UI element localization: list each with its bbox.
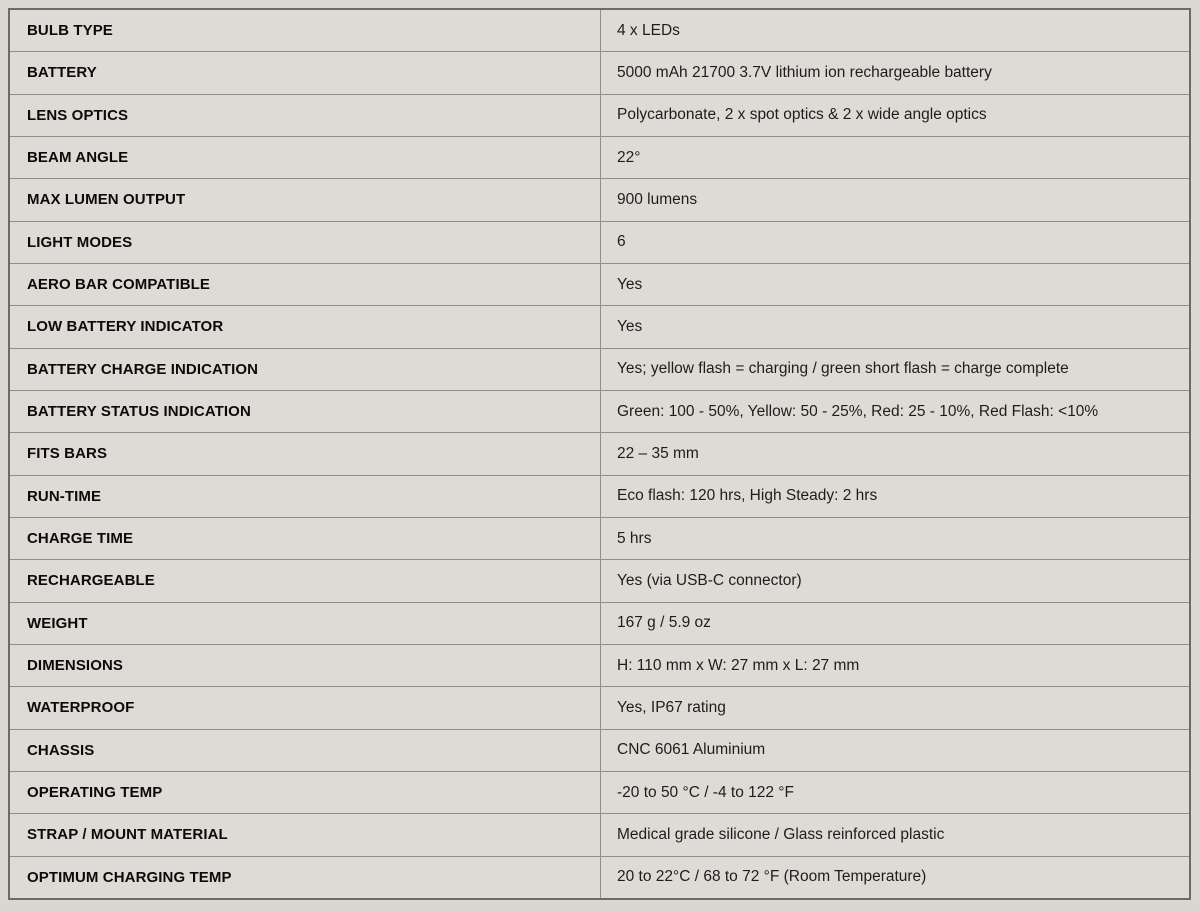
table-row bbox=[10, 644, 1189, 686]
spec-value-cell bbox=[600, 603, 1189, 644]
spec-value-cell bbox=[600, 730, 1189, 771]
spec-value: 20 to 22°C / 68 to 72 °F (Room Temperature) bbox=[617, 868, 927, 886]
spec-label: BATTERY bbox=[27, 64, 97, 82]
spec-label: BATTERY STATUS INDICATION bbox=[27, 403, 251, 421]
table-row bbox=[10, 771, 1189, 813]
spec-value: 6 bbox=[617, 233, 626, 251]
spec-value: Yes bbox=[617, 275, 643, 293]
spec-label-cell bbox=[10, 857, 600, 898]
spec-label: WATERPROOF bbox=[27, 699, 135, 717]
spec-value-cell bbox=[600, 52, 1189, 93]
table-row bbox=[10, 221, 1189, 263]
spec-label-cell bbox=[10, 52, 600, 93]
spec-value: Yes (via USB-C connector) bbox=[617, 571, 802, 589]
spec-value-cell bbox=[600, 95, 1189, 136]
spec-label-cell bbox=[10, 349, 600, 390]
spec-value-cell bbox=[600, 560, 1189, 601]
spec-label-cell bbox=[10, 222, 600, 263]
spec-label: DIMENSIONS bbox=[27, 657, 124, 675]
table-row bbox=[10, 686, 1189, 728]
spec-value-cell bbox=[600, 306, 1189, 347]
spec-label-cell bbox=[10, 264, 600, 305]
spec-value: Yes, IP67 rating bbox=[617, 698, 726, 716]
spec-value-cell bbox=[600, 179, 1189, 220]
spec-label: LIGHT MODES bbox=[27, 233, 133, 251]
spec-value: 5000 mAh 21700 3.7V lithium ion rechargeable battery bbox=[617, 63, 992, 81]
spec-value: Polycarbonate, 2 x spot optics & 2 x wide angle optics bbox=[617, 106, 987, 124]
table-row bbox=[10, 94, 1189, 136]
spec-label: RUN-TIME bbox=[27, 487, 102, 505]
spec-label-cell bbox=[10, 518, 600, 559]
spec-value: 22° bbox=[617, 148, 641, 166]
spec-label: BULB TYPE bbox=[27, 22, 113, 40]
spec-label-cell bbox=[10, 772, 600, 813]
spec-value-cell bbox=[600, 645, 1189, 686]
spec-label: WEIGHT bbox=[27, 614, 88, 632]
spec-label-cell bbox=[10, 10, 600, 51]
table-row bbox=[10, 178, 1189, 220]
spec-label-cell bbox=[10, 179, 600, 220]
spec-label: STRAP / MOUNT MATERIAL bbox=[27, 826, 228, 844]
spec-value-cell bbox=[600, 772, 1189, 813]
spec-label-cell bbox=[10, 814, 600, 855]
spec-label-cell bbox=[10, 603, 600, 644]
spec-value-cell bbox=[600, 349, 1189, 390]
table-row bbox=[10, 348, 1189, 390]
spec-value: 167 g / 5.9 oz bbox=[617, 614, 711, 632]
spec-value: Yes bbox=[617, 317, 643, 335]
spec-value-cell bbox=[600, 518, 1189, 559]
spec-value: 5 hrs bbox=[617, 529, 652, 547]
spec-value-cell bbox=[600, 687, 1189, 728]
table-row bbox=[10, 475, 1189, 517]
spec-label-cell bbox=[10, 645, 600, 686]
table-row bbox=[10, 602, 1189, 644]
spec-value: -20 to 50 °C / -4 to 122 °F bbox=[617, 783, 794, 801]
table-row bbox=[10, 856, 1189, 898]
spec-table bbox=[8, 8, 1191, 900]
spec-label: OPTIMUM CHARGING TEMP bbox=[27, 868, 232, 886]
table-row bbox=[10, 729, 1189, 771]
spec-label: RECHARGEABLE bbox=[27, 572, 155, 590]
spec-label: FITS BARS bbox=[27, 445, 108, 463]
table-row bbox=[10, 51, 1189, 93]
spec-value: 22 – 35 mm bbox=[617, 444, 699, 462]
spec-value: Green: 100 - 50%, Yellow: 50 - 25%, Red: 25 - 10%, Red Flash: <10% bbox=[617, 402, 1099, 420]
spec-value-cell bbox=[600, 222, 1189, 263]
spec-value: CNC 6061 Aluminium bbox=[617, 741, 766, 759]
spec-label-cell bbox=[10, 476, 600, 517]
table-row bbox=[10, 10, 1189, 51]
spec-value-cell bbox=[600, 857, 1189, 898]
spec-value-cell bbox=[600, 476, 1189, 517]
table-row bbox=[10, 813, 1189, 855]
spec-label: CHASSIS bbox=[27, 741, 95, 759]
spec-label-cell bbox=[10, 687, 600, 728]
spec-label-cell bbox=[10, 560, 600, 601]
spec-label: MAX LUMEN OUTPUT bbox=[27, 191, 186, 209]
spec-value: Yes; yellow flash = charging / green short flash = charge complete bbox=[617, 360, 1069, 378]
spec-value-cell bbox=[600, 137, 1189, 178]
spec-label: OPERATING TEMP bbox=[27, 784, 163, 802]
table-row bbox=[10, 559, 1189, 601]
table-row bbox=[10, 305, 1189, 347]
table-row bbox=[10, 136, 1189, 178]
spec-label-cell bbox=[10, 306, 600, 347]
spec-value-cell bbox=[600, 391, 1189, 432]
spec-label: CHARGE TIME bbox=[27, 530, 134, 548]
spec-label-cell bbox=[10, 730, 600, 771]
spec-value: Medical grade silicone / Glass reinforced plastic bbox=[617, 825, 945, 843]
spec-label: BEAM ANGLE bbox=[27, 149, 129, 167]
spec-value: Eco flash: 120 hrs, High Steady: 2 hrs bbox=[617, 487, 878, 505]
spec-value-cell bbox=[600, 264, 1189, 305]
spec-value: 4 x LEDs bbox=[617, 21, 680, 39]
spec-label-cell bbox=[10, 433, 600, 474]
spec-value-cell bbox=[600, 10, 1189, 51]
spec-label-cell bbox=[10, 391, 600, 432]
spec-value: 900 lumens bbox=[617, 190, 698, 208]
spec-value-cell bbox=[600, 433, 1189, 474]
table-row bbox=[10, 263, 1189, 305]
spec-label: LENS OPTICS bbox=[27, 106, 129, 124]
spec-label-cell bbox=[10, 95, 600, 136]
table-row bbox=[10, 432, 1189, 474]
spec-label-cell bbox=[10, 137, 600, 178]
table-row bbox=[10, 517, 1189, 559]
table-row bbox=[10, 390, 1189, 432]
spec-label: BATTERY CHARGE INDICATION bbox=[27, 360, 259, 378]
spec-value-cell bbox=[600, 814, 1189, 855]
spec-label: AERO BAR COMPATIBLE bbox=[27, 276, 211, 294]
spec-value: H: 110 mm x W: 27 mm x L: 27 mm bbox=[617, 656, 860, 674]
spec-label: LOW BATTERY INDICATOR bbox=[27, 318, 224, 336]
